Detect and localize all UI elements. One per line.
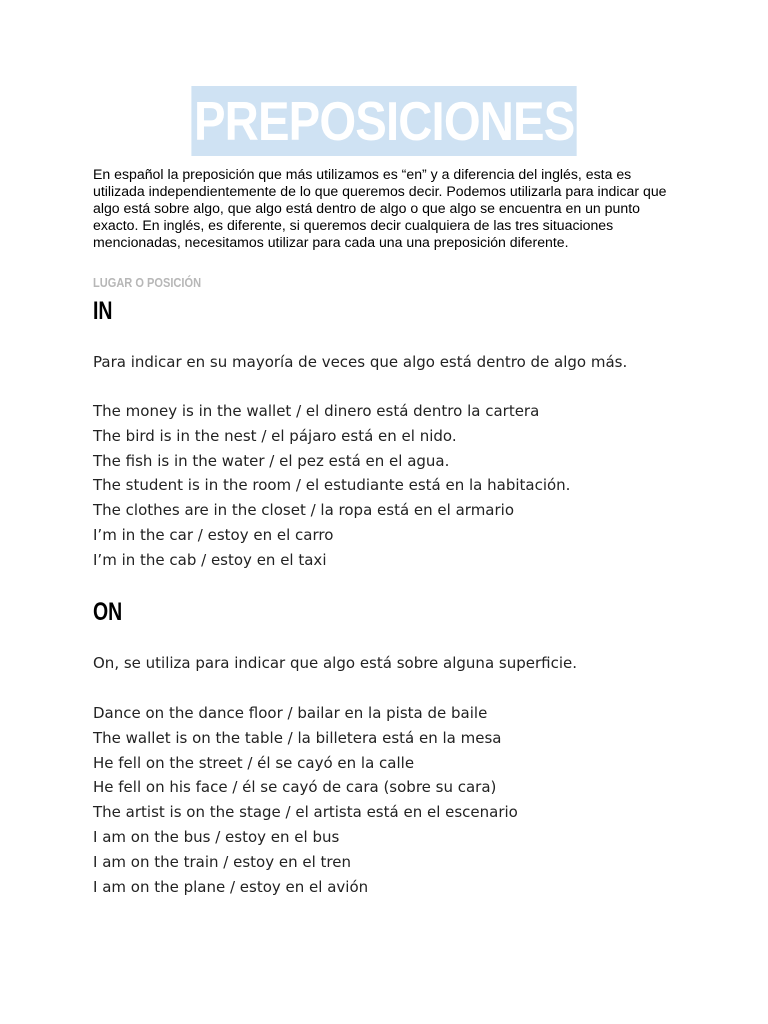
example-item: I am on the bus / estoy en el bus	[93, 827, 340, 846]
example-item: He fell on the street / él se cayó en la calle	[93, 753, 415, 772]
heading-on: ON	[93, 598, 123, 626]
intro-paragraph: En español la preposición que más utilizamos es “en” y a diferencia del inglés, esta es utilizada independientemente de lo que queremos decir. Podemos utilizarla para indicar que algo está sobre algo, que algo está dentro de algo o que algo se encuentra en un punto exacto. En inglés, es diferente, si queremos decir cualquiera de las tres situaciones mencionadas, necesitamos utilizar para cada una una preposición diferente.	[93, 166, 667, 250]
example-item: The money is in the wallet / el dinero está dentro la cartera	[93, 402, 540, 420]
page-title: PREPOSICIONES	[191, 86, 577, 156]
example-item: Dance on the dance floor / bailar en la pista de baile	[93, 704, 488, 722]
example-item: The bird is in the nest / el pájaro está en el nido.	[93, 426, 457, 445]
example-item: The student is in the room / el estudiante está en la habitación.	[93, 476, 571, 495]
example-item: I am on the train / estoy en el tren	[93, 852, 351, 871]
description-on: On, se utiliza para indicar que algo está sobre alguna superficie.	[93, 654, 577, 672]
description-in: Para indicar en su mayoría de veces que algo está dentro de algo más.	[93, 353, 628, 371]
example-item: The clothes are in the closet / la ropa está en el armario	[93, 501, 515, 520]
examples-in	[93, 399, 570, 573]
example-item: I am on the plane / estoy en el avión	[93, 877, 369, 896]
example-item: The fish is in the water / el pez está en el agua.	[93, 451, 450, 470]
heading-in: IN	[93, 297, 113, 325]
example-item: I’m in the car / estoy en el carro	[93, 525, 334, 544]
examples-on	[93, 701, 518, 899]
example-item: The wallet is on the table / la billetera está en la mesa	[93, 728, 502, 747]
section-label: LUGAR O POSICIÓN	[93, 275, 202, 290]
title-container	[0, 86, 768, 156]
example-item: I’m in the cab / estoy en el taxi	[93, 550, 327, 569]
example-item: The artist is on the stage / el artista está en el escenario	[93, 803, 518, 822]
example-item: He fell on his face / él se cayó de cara (sobre su cara)	[93, 778, 497, 797]
